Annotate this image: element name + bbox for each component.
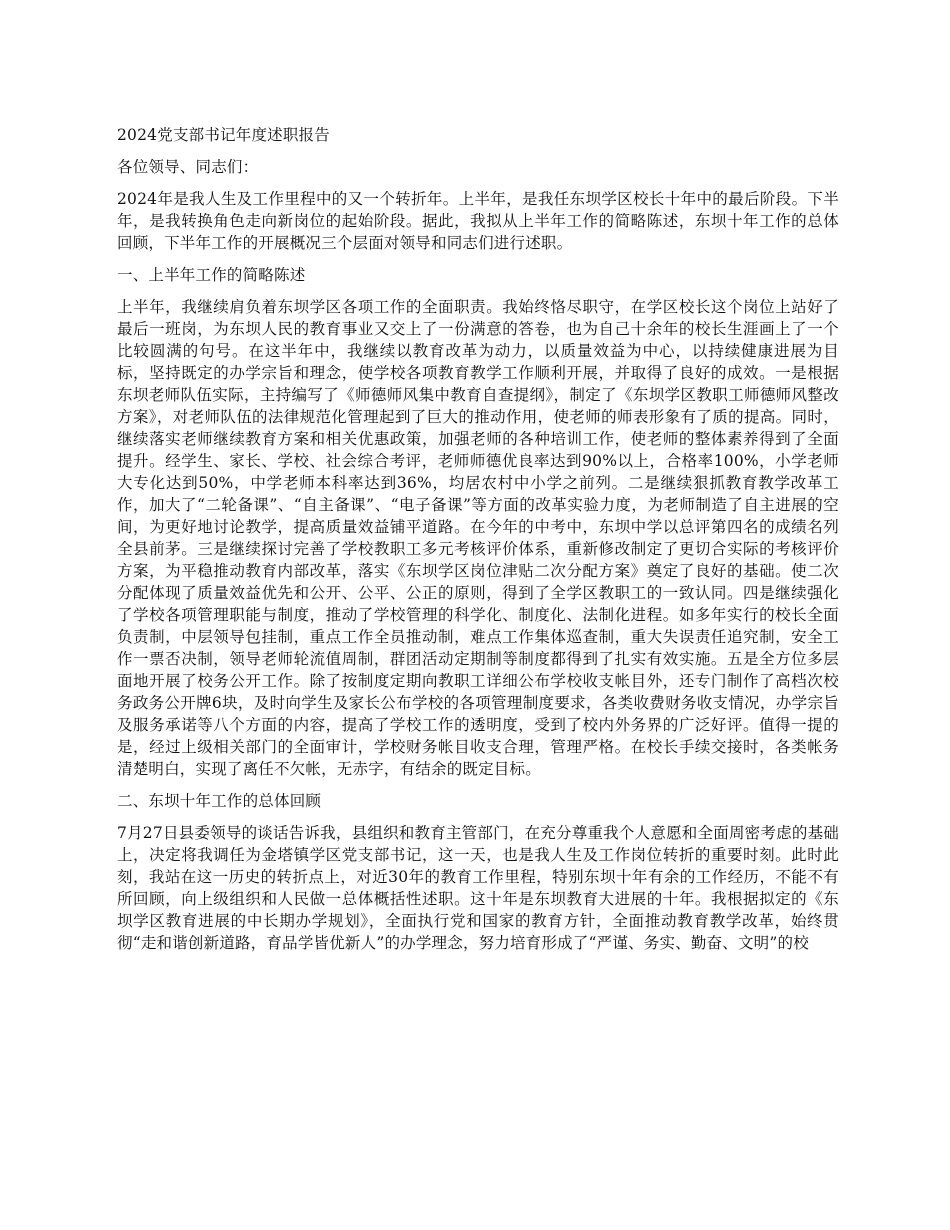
section-2-heading: 二、东坝十年工作的总体回顾 — [117, 792, 322, 810]
document-title: 2024党支部书记年度述职报告 — [117, 126, 330, 144]
section-1-heading: 一、上半年工作的简略陈述 — [117, 266, 306, 284]
greeting: 各位领导、同志们： — [117, 158, 259, 176]
section-1-paragraph: 上半年，我继续肩负着东坝学区各项工作的全面职责。我始终恪尽职守，在学区校长这个岗位上站好了最后一班岗，为东坝人民的教育事业又交上了一份满意的答卷，也为自己十余年的校长生涯画上了一个比较圆满的句号。在这半年中，我继续以教育改革为动力，以质量效益为中心，以持续健康进展为目标，坚持既定的办学宗旨和理念，使学校各项教育教学工作顺利开展，并取得了良好的成效。一是根据东坝老师队伍实际，主持编写了《师德师风集中教育自查提纲》，制定了《东坝学区教职工师德师风整改方案》，对老师队伍的法律规范化管理起到了巨大的推动作用，使老师的师表形象有了质的提高。同时，继续落实老师继续教育方案和相关优惠政策，加强老师的各种培训工作，使老师的整体素养得到了全面提升。经学生、家长、学校、社会综合考评，老师师德优良率达到90%以上，合格率100%，小学老师大专化达到50%，中学老师本科率达到36%，均居农村中小学之前列。二是继续狠抓教育教学改革工作，加大了“二轮备课”、“自主备课”、“电子备课”等方面的改革实验力度，为老师制造了自主进展的空间，为更好地讨论教学，提高质量效益铺平道路。在今年的中考中，东坝中学以总评第四名的成绩名列全县前茅。三是继续探讨完善了学校教职工多元考核评价体系，重新修改制定了更切合实际的考核评价方案，为平稳推动教育内部改革，落实《东坝学区岗位津贴二次分配方案》奠定了良好的基础。使二次分配体现了质量效益优先和公开、公平、公正的原则，得到了全学区教职工的一致认同。四是继续强化了学校各项管理职能与制度，推动了学校管理的科学化、制度化、法制化进程。如多年实行的校长全面负责制，中层领导包挂制，重点工作全员推动制，难点工作集体巡查制，重大失误责任追究制，安全工作一票否决制，领导老师轮流值周制，群团活动定期制等制度都得到了扎实有效实施。五是全方位多层面地开展了校务公开工作。除了按制度定期向教职工详细公布学校收支帐目外，还专门制作了高档次校务政务公开牌6块，及时向学生及家长公布学校的各项管理制度要求，各类收费财务收支情况，办学宗旨及服务承诺等八个方面的内容，提高了学校工作的透明度，受到了校内外务界的广泛好评。值得一提的是，经过上级相关部门的全面审计，学校财务帐目收支合理，管理严格。在校长手续交接时，各类帐务清楚明白，实现了离任不欠帐，无赤字，有结余的既定目标。 — [117, 298, 839, 778]
section-2-paragraph: 7月27日县委领导的谈话告诉我，县组织和教育主管部门，在充分尊重我个人意愿和全面周密考虑的基础上，决定将我调任为金塔镇学区党支部书记，这一天，也是我人生及工作岗位转折的重要时刻。此时此刻，我站在这一历史的转折点上，对近30年的教育工作里程，特别东坝十年有余的工作经历，不能不有所回顾，向上级组织和人民做一总体概括性述职。这十年是东坝教育大进展的十年。我根据拟定的《东坝学区教育进展的中长期办学规划》，全面执行党和国家的教育方针，全面推动教育教学改革，始终贯彻“走和谐创新道路，育品学皆优新人”的办学理念，努力培育形成了“严谨、务实、勤奋、文明”的校 — [117, 824, 839, 952]
document-page — [117, 124, 839, 964]
intro-paragraph: 2024年是我人生及工作里程中的又一个转折年。上半年，是我任东坝学区校长十年中的最后阶段。下半年，是我转换角色走向新岗位的起始阶段。据此，我拟从上半年工作的简略陈述，东坝十年工作的总体回顾，下半年工作的开展概况三个层面对领导和同志们进行述职。 — [117, 190, 839, 252]
